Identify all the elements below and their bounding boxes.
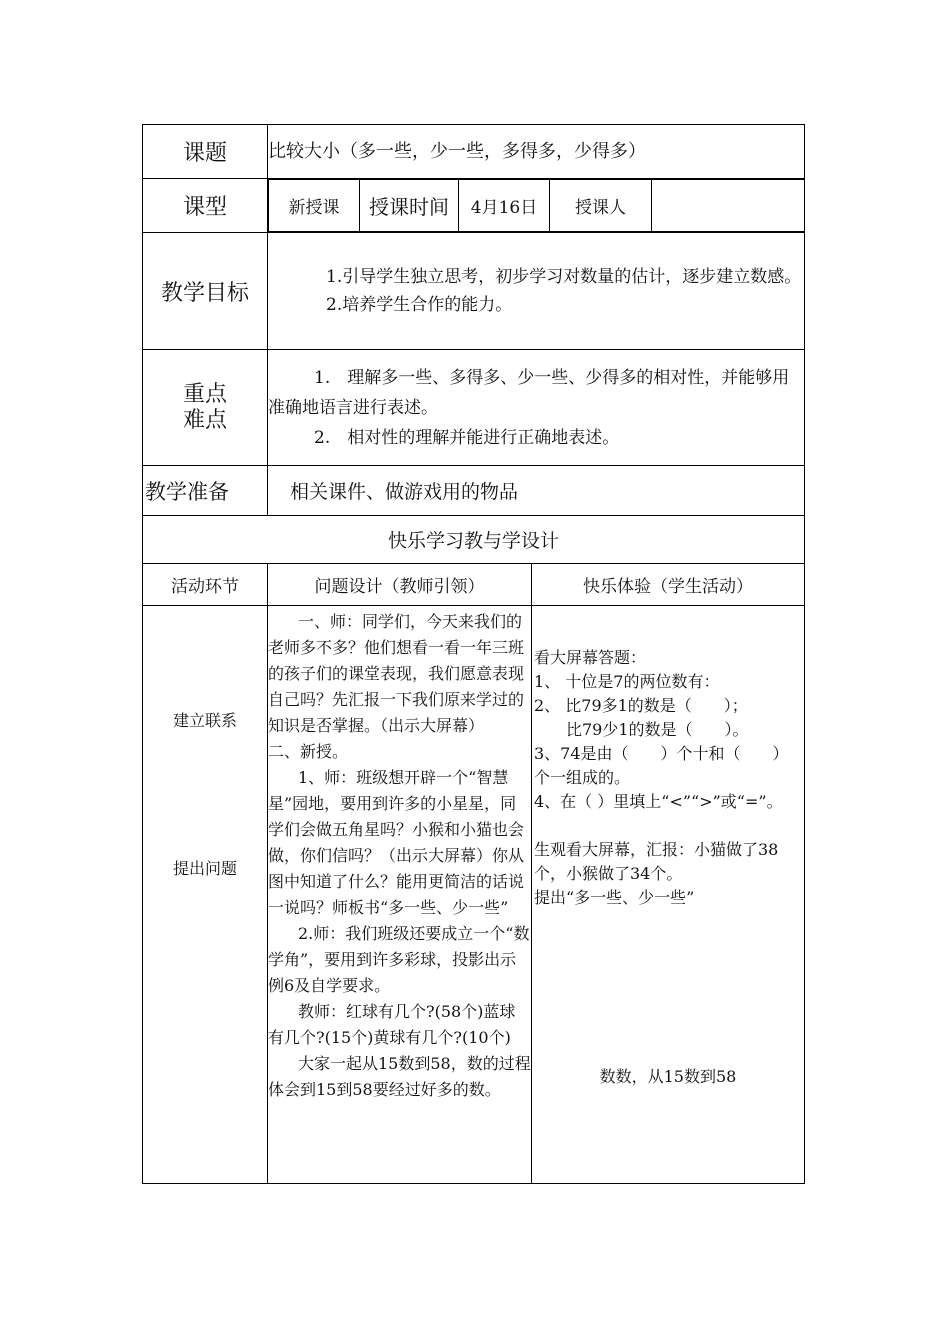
teacher-paragraph-2: 二、新授。 <box>268 742 349 761</box>
teacher-paragraph-4: 2.师：我们班级还要成立一个“数学角”，要用到许多彩球，投影出示例6及自学要求。 <box>268 924 530 995</box>
stage-raise-question: 提出问题 <box>172 859 237 878</box>
activity-row <box>143 606 805 1184</box>
student-report-line: 生观看大屏幕，汇报：小猫做了38个，小猴做了34个。 <box>534 840 779 883</box>
time-label: 授课时间 <box>360 180 459 232</box>
student-line-4: 比79少1的数是（ ）。 <box>534 720 749 739</box>
key-point-1: 1. 理解多一些、多得多、少一些、少得多的相对性，并能够用准确地语言进行表述。 <box>268 367 790 418</box>
student-counting: 数数，从15数到58 <box>599 1067 737 1086</box>
col-stage-header: 活动环节 <box>143 564 268 606</box>
key-point-2: 2. 相对性的理解并能进行正确地表述。 <box>314 427 620 448</box>
key-label: 重点 <box>182 381 227 407</box>
teacher-paragraph-3: 1、师：班级想开辟一个“智慧星”园地，要用到许多的小星星，同学们会做五角星吗？小猴和小猫也会做，你们信吗？（出示大屏幕）你从图中知道了什么？能用更简洁的话说一说吗？师板书“多一些、少一些” <box>268 768 525 917</box>
teacher-label: 授课人 <box>550 180 652 232</box>
topic-row <box>143 125 805 179</box>
lesson-type: 新授课 <box>269 180 360 232</box>
type-row <box>143 179 805 233</box>
student-activity <box>532 606 805 1184</box>
lesson-plan-sheet <box>142 124 804 1184</box>
lesson-date: 4月16日 <box>459 180 550 232</box>
teacher-paragraph-5: 教师：红球有几个?(58个)蓝球有几个?(15个)黄球有几个?(10个) <box>268 1002 516 1047</box>
prep-row <box>143 466 805 516</box>
col-teacher-header: 问题设计（教师引领） <box>268 564 532 606</box>
teacher-paragraph-6: 大家一起从15数到58，数的过程体会到15到58要经过好多的数。 <box>268 1054 531 1099</box>
lesson-plan-table <box>142 124 805 1184</box>
student-line-1: 看大屏幕答题： <box>534 648 647 667</box>
student-line-2: 1、 十位是7的两位数有： <box>534 672 720 691</box>
stage-build-connection: 建立联系 <box>172 711 237 730</box>
column-header-row <box>143 564 805 606</box>
teacher-paragraph-1: 一、师：同学们，今天来我们的老师多不多？他们想看一看一年三班的孩子们的课堂表现，我们愿意表现自己吗？先汇报一下我们原来学过的知识是否掌握。（出示大屏幕） <box>268 612 525 735</box>
student-line-6: 4、在（ ）里填上“<”“>”或“=”。 <box>534 792 783 811</box>
difficulty-label: 难点 <box>182 407 227 433</box>
design-title: 快乐学习教与学设计 <box>143 516 805 564</box>
topic-value: 比较大小（多一些，少一些，多得多，少得多） <box>268 125 805 179</box>
design-title-row <box>143 516 805 564</box>
topic-label: 课题 <box>143 125 268 179</box>
student-line-5: 3、74是由（ ）个十和（ ）个一组成的。 <box>534 744 789 787</box>
type-label: 课型 <box>143 179 268 233</box>
key-points-row <box>143 350 805 466</box>
goals-label: 教学目标 <box>143 233 268 350</box>
type-inner-table <box>268 179 804 232</box>
goal-2: 2.培养学生合作的能力。 <box>326 295 513 315</box>
col-student-header: 快乐体验（学生活动） <box>532 564 805 606</box>
goals-row <box>143 233 805 350</box>
goal-1: 1.引导学生独立思考，初步学习对数量的估计，逐步建立数感。 <box>326 267 802 287</box>
student-line-3: 2、 比79多1的数是（ ）； <box>534 696 748 715</box>
student-question-line: 提出“多一些、少一些” <box>534 888 695 907</box>
prep-value: 相关课件、做游戏用的物品 <box>268 466 805 516</box>
teacher-value <box>652 180 805 232</box>
teacher-guidance <box>268 606 532 1184</box>
stage-column <box>143 606 267 1183</box>
prep-label: 教学准备 <box>143 466 268 516</box>
